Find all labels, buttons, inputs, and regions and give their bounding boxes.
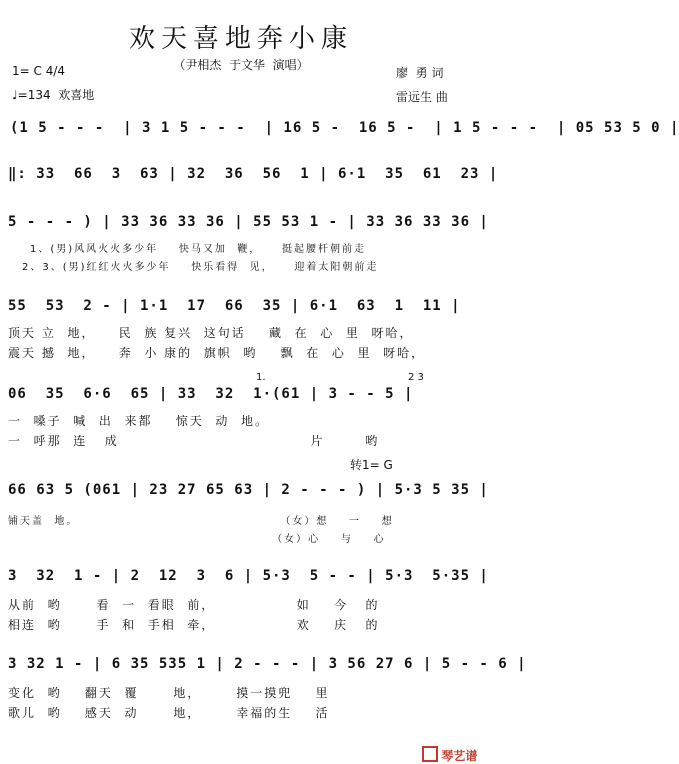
score-row-notes: 55 53 2 - | 1·1 17 66 35 | 6·1 63 1 11 | [8, 298, 461, 314]
volta-bracket-1: 1. [256, 372, 266, 383]
score-row-notes: (1 5 - - - | 3 1 5 - - - | 16 5 - 16 5 - | 1 5 - - - | 05 53 5 0 | [10, 120, 679, 136]
lyric-line: （女）心 与 心 [8, 534, 386, 545]
lyric-line: 1、(男)风风火火多少年 快马又加 鞭， 挺起腰杆朝前走 [30, 244, 366, 255]
composer-credit: 雷远生 曲 [396, 90, 448, 104]
score-row-notes: 3 32 1 - | 2 12 3 6 | 5·3 5 - - | 5·3 5·35 | [8, 568, 489, 584]
score-row-notes: 5 - - - ) | 33 36 33 36 | 55 53 1 - | 33 36 33 36 | [8, 214, 489, 230]
key-signature: 1= C 4/4 [12, 64, 66, 78]
score-row-notes: 66 63 5 (061 | 23 27 65 63 | 2 - - - ) | 5·3 5 35 | [8, 482, 489, 498]
lyric-line: 从前 哟 看 一 看眼 前， 如 今 的 [8, 598, 380, 612]
volta-bracket-2: 2 3 [408, 372, 424, 383]
song-title: 欢天喜地奔小康 [128, 24, 353, 54]
lyric-line: 铺天盖 地。 （女）想 一 想 [8, 516, 394, 527]
site-watermark: 琴艺谱 [414, 732, 477, 764]
score-row-notes: 3 32 1 - | 6 35 535 1 | 2 - - - | 3 56 27 6 | 5 - - 6 | [8, 656, 527, 672]
lyric-line: 变化 哟 翻天 覆 地， 摸一摸兜 里 [8, 686, 330, 700]
lyric-line: 一 嗓子 喊 出 来都 惊天 动 地。 [8, 414, 270, 428]
modulation-marking: 转1= G [350, 458, 393, 472]
score-row-notes: 06 35 6·6 65 | 33 32 1·(61 | 3 - - 5 | [8, 386, 414, 402]
qinyipu-logo-icon [422, 746, 438, 762]
lyric-line: 震天 撼 地， 奔 小 康的 旗帜 哟 飘 在 心 里 呀哈， [8, 346, 426, 360]
performers: （尹相杰 于文华 演唱） [173, 58, 309, 72]
lyric-line: 歌儿 哟 感天 动 地， 幸福的生 活 [8, 706, 330, 720]
lyric-line: 相连 哟 手 和 手相 牵， 欢 庆 的 [8, 618, 380, 632]
lyric-line: 一 呼那 连 成 片 哟 [8, 434, 380, 448]
lyric-line: 顶天 立 地， 民 族 复兴 这句话 藏 在 心 里 呀哈， [8, 326, 414, 340]
score-row-notes: ‖: 33 66 3 63 | 32 36 56 1 | 6·1 35 61 23 | [8, 166, 499, 182]
lyricist-credit: 廖 勇 词 [396, 66, 444, 80]
tempo-marking: ♩=134 欢喜地 [12, 88, 95, 102]
lyric-line: 2、3、(男)红红火火多少年 快乐看得 见， 迎着太阳朝前走 [22, 262, 379, 273]
